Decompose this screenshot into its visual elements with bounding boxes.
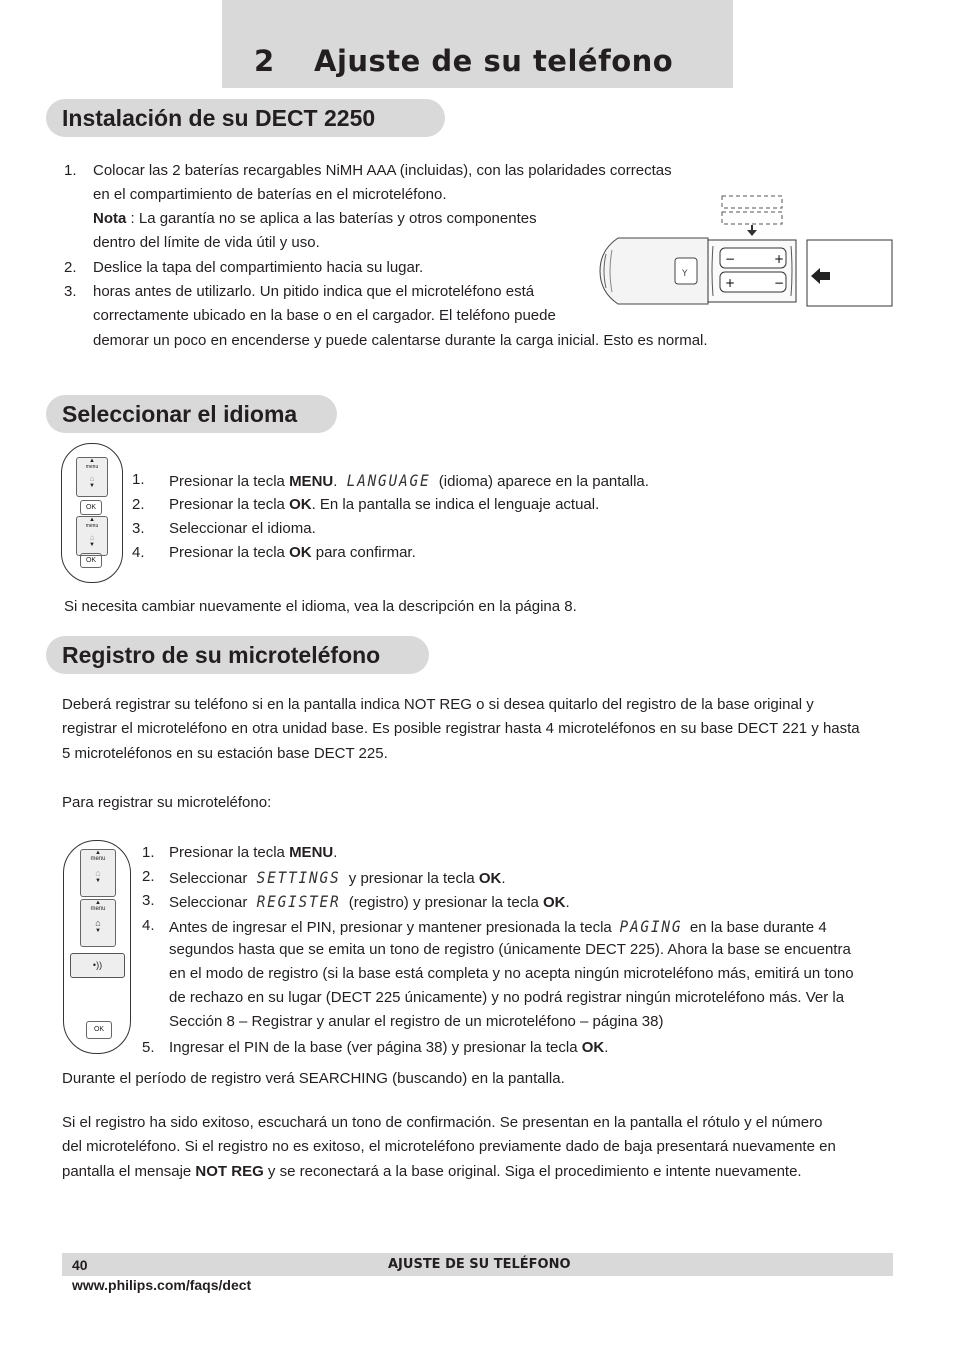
register-intro	[62, 693, 860, 766]
text: en la base durante 4	[685, 919, 827, 936]
text: Presionar la tecla	[169, 544, 290, 561]
chapter-title-text: Ajuste de su teléfono	[314, 44, 674, 78]
step-number: 4.	[142, 917, 155, 934]
text: Presionar la tecla	[169, 844, 290, 861]
text: Ingresar el PIN de la base (ver página 38) y presionar la tecla	[169, 1039, 582, 1056]
language-note: Si necesita cambiar nuevamente el idioma, vea la descripción en la página 8.	[64, 598, 577, 615]
paragraph-line: del microteléfono. Si el registro no es exitoso, el microteléfono previamente dado de baja presentará nuevamente en	[62, 1138, 836, 1156]
register-lead: Para registrar su microteléfono:	[62, 794, 272, 811]
text: .	[333, 844, 338, 861]
handset-illustration-language	[61, 443, 123, 583]
svg-text:+: +	[774, 252, 785, 266]
svg-text:−: −	[774, 276, 785, 290]
step-text	[169, 544, 416, 561]
step-text: en el modo de registro (si la base está completa y no acepta ningún microteléfono más, emitirá un tono	[169, 965, 854, 982]
searching-note: Durante el período de registro verá SEARCHING (buscando) en la pantalla.	[62, 1070, 565, 1087]
paragraph-line	[62, 1160, 836, 1184]
section-heading-text: Registro de su microteléfono	[62, 642, 381, 668]
step-text	[169, 471, 649, 490]
step-text: Sección 8 – Registrar y anular el registro de un microteléfono – página 38)	[169, 1013, 664, 1030]
section-heading-text: Instalación de su DECT 2250	[62, 105, 376, 131]
chapter-title	[254, 44, 673, 78]
svg-text:+: +	[725, 276, 736, 290]
section-heading-register	[46, 636, 429, 674]
text: .	[565, 894, 570, 911]
step-text	[169, 892, 570, 911]
svg-text:−: −	[725, 252, 736, 266]
step-text	[169, 496, 599, 513]
key-name: MENU	[289, 844, 334, 861]
step-text: Seleccionar el idioma.	[169, 520, 316, 537]
step-number: 2.	[132, 496, 145, 513]
page-number: 40	[72, 1257, 88, 1273]
text: y presionar la tecla	[344, 870, 479, 887]
paragraph-line: Si el registro ha sido exitoso, escuchará un tono de confirmación. Se presentan en la pantalla el rótulo y el número	[62, 1114, 823, 1131]
status-text: NOT REG	[195, 1162, 264, 1180]
lcd-text: PAGING	[619, 917, 683, 936]
note-label: Nota	[93, 210, 127, 227]
menu-key-label: menu	[85, 464, 99, 470]
note-line	[93, 210, 537, 227]
step-text	[169, 917, 827, 936]
step-number: 3.	[142, 892, 155, 909]
ok-key-illustration: OK	[80, 553, 102, 568]
lcd-text: LANGUAGE	[346, 471, 430, 490]
text: Seleccionar	[169, 894, 252, 911]
text: .	[604, 1039, 609, 1056]
list-text: correctamente ubicado en la base o en el cargador. El teléfono puede	[93, 307, 556, 324]
menu-key-illustration: ▲ menu ⌂ ▼	[76, 457, 108, 497]
running-head: AJUSTE DE SU TELÉFONO	[388, 1257, 571, 1272]
footer-url: www.philips.com/faqs/dect	[72, 1277, 252, 1293]
section-heading-text: Seleccionar el idioma	[62, 401, 298, 427]
step-number: 2.	[142, 868, 155, 885]
menu-key-label: menu	[90, 856, 106, 862]
handset-illustration-register	[63, 840, 131, 1054]
lcd-text: SETTINGS	[256, 868, 340, 887]
svg-text:Y: Y	[682, 269, 688, 279]
list-text: en el compartimiento de baterías en el microteléfono.	[93, 186, 447, 203]
text: Presionar la tecla	[169, 473, 290, 490]
step-text: segundos hasta que se emita un tono de registro (únicamente DECT 225). Ahora la base se encuentra	[169, 941, 851, 958]
text: y se reconectará a la base original. Siga el procedimiento e intente nuevamente.	[263, 1162, 802, 1180]
text: Seleccionar	[169, 870, 252, 887]
list-number: 1.	[64, 162, 77, 179]
register-outro	[62, 1111, 836, 1184]
chapter-number: 2	[254, 44, 275, 78]
menu-key-illustration: ▲ menu ⌂ ▼	[80, 849, 116, 897]
text: .	[333, 473, 342, 490]
text: (registro) y presionar la tecla	[344, 894, 544, 911]
paragraph-line: 5 microteléfonos en su estación base DECT 225.	[62, 744, 388, 762]
paragraph-line: Deberá registrar su teléfono si en la pantalla indica NOT REG o si desea quitarlo del registro de la base original y	[62, 696, 814, 713]
key-name: OK	[289, 496, 312, 513]
ok-key-illustration: OK	[80, 500, 102, 515]
step-number: 5.	[142, 1039, 155, 1056]
step-number: 3.	[132, 520, 145, 537]
menu-key-label: menu	[85, 523, 99, 529]
key-name: OK	[543, 894, 566, 911]
text: para confirmar.	[311, 544, 416, 561]
list-number: 3.	[64, 283, 77, 300]
paging-key-illustration: •))	[70, 953, 125, 978]
section-heading-install	[46, 99, 445, 137]
lcd-text: REGISTER	[256, 892, 340, 911]
step-text	[169, 1039, 608, 1056]
note-text: : La garantía no se aplica a las baterías y otros componentes	[126, 210, 537, 227]
menu-key-illustration: ▲ menu ⌂ ▼	[80, 899, 116, 947]
text: . En la pantalla se indica el lenguaje actual.	[311, 496, 600, 513]
text: .	[501, 870, 506, 887]
step-text: de rechazo en su lugar (DECT 225 únicamente) y no podrá registrar ningún microteléfono más. Ver la	[169, 989, 845, 1006]
step-number: 1.	[142, 844, 155, 861]
list-text: Deslice la tapa del compartimiento hacia su lugar.	[93, 259, 424, 276]
battery-illustration	[598, 192, 894, 310]
text: (idioma) aparece en la pantalla.	[434, 473, 649, 490]
text: pantalla el mensaje	[62, 1162, 196, 1180]
section-heading-language	[46, 395, 337, 433]
menu-key-illustration: ▲ menu ⌂ ▼	[76, 516, 108, 556]
list-text: horas antes de utilizarlo. Un pitido indica que el microteléfono está	[93, 283, 535, 300]
text: Presionar la tecla	[169, 496, 290, 513]
list-text: demorar un poco en encenderse y puede calentarse durante la carga inicial. Esto es normal.	[93, 332, 708, 349]
step-text	[169, 844, 337, 861]
note-text: dentro del límite de vida útil y uso.	[93, 234, 320, 251]
step-number: 4.	[132, 544, 145, 561]
menu-key-label: menu	[90, 906, 106, 912]
list-text: Colocar las 2 baterías recargables NiMH AAA (incluidas), con las polaridades correctas	[93, 162, 672, 179]
step-number: 1.	[132, 471, 145, 488]
key-name: MENU	[289, 473, 334, 490]
register-steps	[142, 844, 902, 1059]
step-text	[169, 868, 506, 887]
list-number: 2.	[64, 259, 77, 276]
text: Antes de ingresar el PIN, presionar y mantener presionada la tecla	[169, 919, 616, 936]
ok-key-illustration: OK	[86, 1021, 112, 1039]
key-name: OK	[289, 544, 312, 561]
key-name: OK	[478, 870, 502, 887]
paragraph-line: registrar el microteléfono en otra unidad base. Es posible registrar hasta 4 microteléfonos en su base DECT 221 y hasta	[62, 720, 860, 738]
key-name: OK	[581, 1039, 605, 1056]
language-steps	[132, 471, 732, 571]
